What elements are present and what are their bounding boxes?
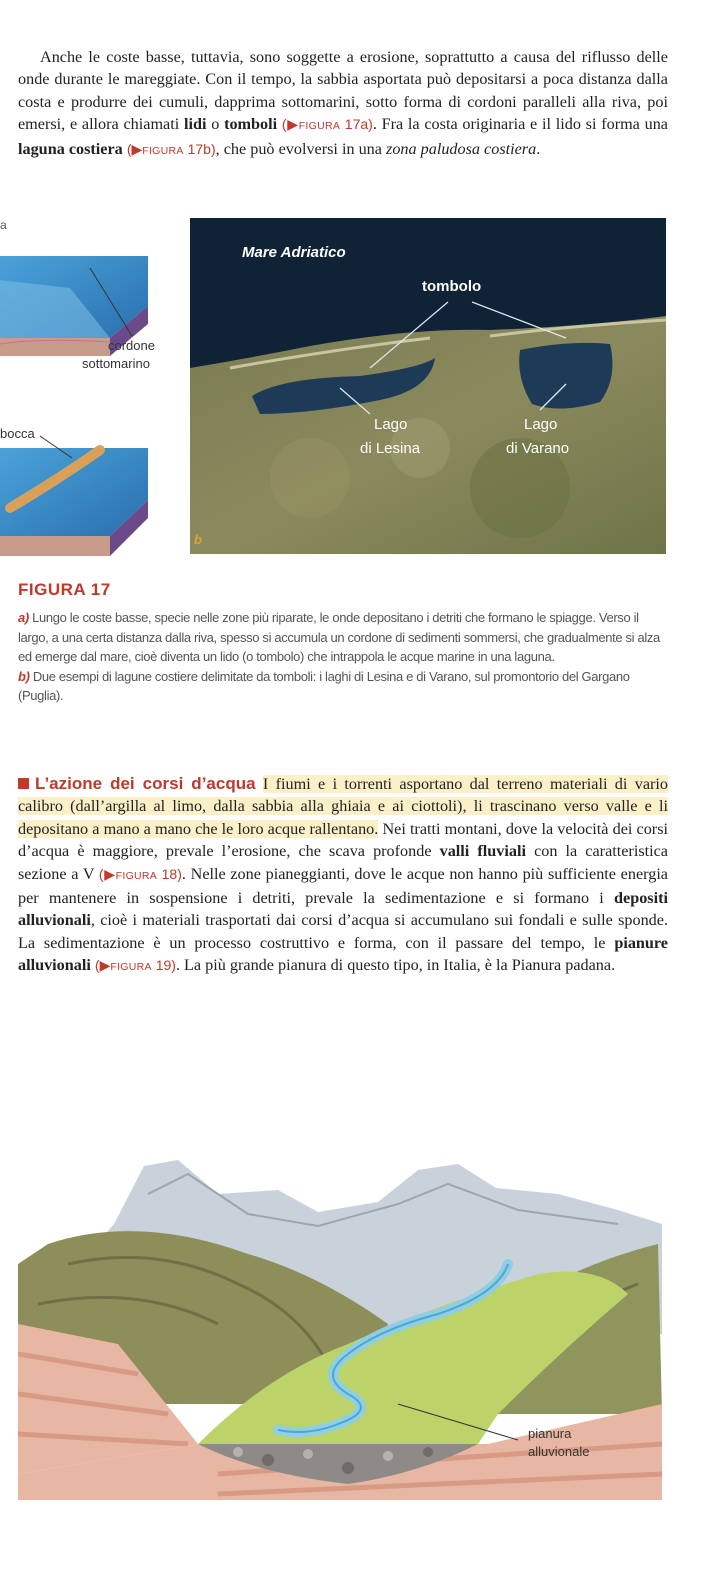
figure-ref-19[interactable]	[95, 957, 176, 973]
section-text: . Nelle zone pianeggianti, dove le acque non hanno più sufficiente energia per mantenere in sospensione i detriti, prevale la sedimentazione e si formano i	[18, 864, 668, 908]
ref-number: 17b)	[183, 140, 216, 157]
map-label-lesina-2: di Lesina	[360, 440, 421, 457]
figure-17b-map	[190, 218, 666, 554]
ref-number: 17a)	[340, 116, 373, 133]
satellite-map-svg	[190, 218, 666, 554]
intro-text: , che può evolversi in una	[215, 139, 387, 158]
intro-text: Anche le coste basse, tuttavia, sono soggette a erosione, soprattutto a causa del riflusso delle onde durante le mareggiate. Con il tempo, la sabbia asportata può depositarsi a poca distanza dalla costa e produrre dei cumuli, dapprima sottomarini, sotto forma di cordoni paralleli alla riva, poi emersi, e allora chiamati	[18, 48, 668, 134]
term-lidi: lidi	[183, 115, 207, 134]
section-text: con la caratteristica sezione a V	[18, 842, 668, 883]
map-label-lesina-1: Lago	[374, 416, 408, 433]
ref-word: FIGURA	[142, 144, 184, 157]
intro-paragraph	[18, 46, 668, 162]
ref-arrow: (▶	[281, 116, 299, 133]
term-tomboli: tomboli	[224, 115, 278, 134]
section-text: , cioè i materiali trasportati dai corsi d’acqua si accumulano sui fondali e sulle sponde. La sedimentazione è un processo costruttivo e forma, con il passare del tempo, le	[18, 911, 668, 952]
caption-b-letter: b)	[18, 668, 30, 684]
label-bocca: bocca	[0, 426, 35, 441]
map-label-varano-2: di Varano	[506, 440, 570, 457]
figure-17a-diagram	[0, 218, 190, 558]
caption-a-letter: a)	[18, 610, 29, 625]
highlighted-text: I fiumi e i torrenti asportano dal terreno materiali di vario calibro (dall’argilla al limo, dalla sabbia alla ghiaia e ai ciottoli), li trascinano verso valle e li depositano a mano a mano che le loro acque rallentano.	[18, 775, 668, 838]
figure-17-caption	[18, 608, 668, 706]
section-text: Nei tratti montani, dove la velocità dei corsi d’acqua è maggiore, prevale l’erosione, che scava profonde	[18, 819, 668, 861]
section-text: . La più grande pianura di questo tipo, in Italia, è la Pianura padana.	[175, 956, 616, 975]
figure-ref-17a[interactable]	[282, 116, 373, 132]
term-laguna-costiera: laguna costiera	[18, 139, 123, 158]
panel-b-letter: b	[194, 532, 202, 547]
ref-number: 18)	[157, 865, 182, 882]
intro-text: .	[536, 139, 541, 158]
label-alluvionale: alluvionale	[528, 1444, 590, 1459]
ref-word: FIGURA	[298, 120, 341, 133]
term-zona-paludosa: zona paludosa costiera	[386, 139, 537, 158]
section-paragraph	[18, 773, 668, 979]
ref-number: 19)	[151, 957, 176, 974]
section-square-icon	[18, 778, 29, 789]
ref-arrow: (▶	[98, 865, 116, 882]
figure-17-title: FIGURA 17	[18, 580, 111, 599]
figure-ref-17b[interactable]	[127, 141, 216, 157]
map-label-varano-1: Lago	[524, 416, 558, 433]
term-valli-fluviali: valli fluviali	[439, 842, 526, 861]
term-pianure-alluvionali: pianure alluvionali	[18, 933, 668, 975]
panel-a-letter: a	[0, 218, 7, 232]
ref-arrow: (▶	[94, 957, 111, 974]
ref-word: FIGURA	[115, 869, 158, 882]
label-cordone: cordone	[108, 338, 155, 353]
ref-word: FIGURA	[110, 961, 152, 974]
label-pianura: pianura	[528, 1426, 572, 1441]
figure-ref-18[interactable]	[99, 866, 182, 882]
figure-19-illustration	[18, 1154, 662, 1500]
intro-text: o	[206, 115, 225, 134]
caption-a-text: Lungo le coste basse, specie nelle zone più riparate, le onde depositano i detriti che formano le spiagge. Verso il largo, a una certa distanza dalla riva, spesso si accumula un cordone di sedimenti sommersi, che gradualmente si alza ed emerge dal mare, cioè diventa un lido (o tombolo) che intrappola le acque marine in una laguna.	[18, 610, 660, 664]
map-label-sea: Mare Adriatico	[242, 244, 346, 261]
term-depositi-alluvionali: depositi alluvionali	[18, 889, 668, 930]
cordone-block-svg	[0, 218, 190, 558]
label-sottomarino: sottomarino	[82, 356, 150, 371]
ref-arrow: (▶	[126, 140, 143, 157]
caption-b-text: Due esempi di lagune costiere delimitate da tomboli: i laghi di Lesina e di Varano, sul promontorio del Gargano (Puglia).	[18, 668, 630, 703]
map-label-tombolo: tombolo	[422, 278, 482, 295]
intro-text: . Fra la costa originaria e il lido si forma una	[372, 115, 668, 134]
section-heading: L’azione dei corsi d’acqua	[35, 774, 256, 793]
